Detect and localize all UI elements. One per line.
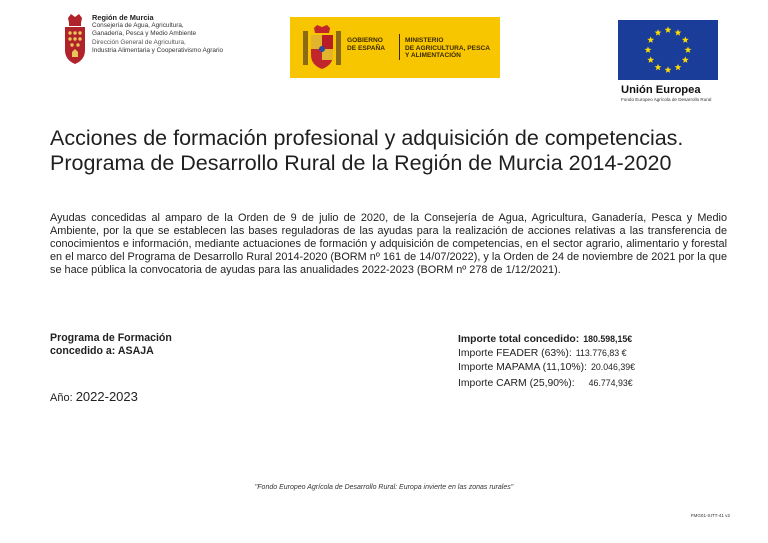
ministerio-line3: Y ALIMENTACIÓN bbox=[405, 52, 461, 60]
murcia-consejeria-line2: Ganadería, Pesca y Medio Ambiente bbox=[92, 29, 197, 37]
importe-carm-row bbox=[458, 378, 633, 389]
gobierno-line2: DE ESPAÑA bbox=[347, 44, 385, 52]
page-title bbox=[50, 126, 740, 176]
ministerio-line2: DE AGRICULTURA, PESCA bbox=[405, 44, 490, 52]
ano-label: Año: bbox=[50, 392, 73, 404]
importe-feader-row bbox=[458, 348, 626, 359]
gobierno-line1: GOBIERNO bbox=[347, 37, 383, 44]
eu-subtitle: Fondo Europeo Agrícola de Desarrollo Rural bbox=[621, 97, 712, 102]
importe-mapama-row bbox=[458, 362, 635, 373]
importe-carm-value: 46.774,93€ bbox=[588, 378, 633, 388]
eu-star-icon bbox=[655, 29, 662, 36]
eu-star-icon bbox=[675, 64, 682, 71]
title-line2: Programa de Desarrollo Rural de la Región de Murcia 2014-2020 bbox=[50, 151, 672, 175]
eu-stars bbox=[618, 20, 718, 80]
importe-carm-label: Importe CARM (25,90%): bbox=[458, 378, 575, 389]
ministerio-line1: MINISTERIO bbox=[405, 37, 444, 44]
eu-star-icon bbox=[665, 66, 672, 73]
eu-star-icon bbox=[675, 29, 682, 36]
importe-mapama-label: Importe MAPAMA (11,10%): bbox=[458, 362, 587, 373]
ano-field bbox=[50, 389, 138, 404]
importe-total-label: Importe total concedido: bbox=[458, 334, 580, 345]
eu-star-icon bbox=[645, 46, 652, 53]
importe-total-row bbox=[458, 334, 632, 345]
murcia-direccion-line2: Industria Alimentaria y Cooperativismo Agrario bbox=[92, 47, 224, 55]
gobierno-separator bbox=[399, 34, 400, 60]
footer-note: "Fondo Europeo Agrícola de Desarrollo Rural: Europa invierte en las zonas rurales" bbox=[254, 484, 514, 491]
document-code: FMG01-SITT-41 v2 bbox=[690, 513, 730, 518]
spain-coat-of-arms-icon bbox=[301, 25, 343, 71]
eu-star-icon bbox=[682, 56, 689, 63]
eu-star-icon bbox=[655, 64, 662, 71]
murcia-title: Región de Murcia bbox=[92, 13, 154, 22]
programa-line2: concedido a: ASAJA bbox=[50, 344, 154, 357]
programa-formacion bbox=[50, 332, 172, 357]
murcia-direccion-line1: Dirección General de Agricultura, bbox=[92, 39, 186, 47]
importe-total-value: 180.598,15€ bbox=[583, 334, 633, 344]
title-line1: Acciones de formación profesional y adquisición de competencias. bbox=[50, 126, 684, 150]
gobierno-espana-banner bbox=[290, 17, 500, 78]
murcia-consejeria-line1: Consejería de Agua, Agricultura, bbox=[92, 21, 184, 29]
eu-star-icon bbox=[665, 26, 672, 33]
eu-star-icon bbox=[647, 56, 654, 63]
region-murcia-logo bbox=[62, 14, 222, 74]
body-paragraph: Ayudas concedidas al amparo de la Orden de 9 de julio de 2020, de la Consejería de Agua, Agricultura, Ganadería, Pesca y Medio Ambiente, por la que se establecen las bases reguladoras de las ayudas para la realización de acciones relativas a las transferencia de conocimientos e información, mediante actuaciones de formación y adquisición de competencias, en el sector agrario, alimentario y forestal en el marco del Programa de Desarrollo Rural 2014-2020 (BORM nº 161 de 14/07/2022), y la Orden de 24 de noviembre de 2021 por la que se hace pública la convocatoria de ayudas para las anualidades 2022-2023 (BORM nº 278 de 1/12/2021). bbox=[50, 212, 727, 277]
eu-title: Unión Europea bbox=[621, 84, 701, 96]
programa-line1: Programa de Formación bbox=[50, 332, 172, 344]
ano-value: 2022-2023 bbox=[75, 389, 138, 404]
importe-feader-value: 113.776,83 € bbox=[575, 348, 627, 358]
importe-feader-label: Importe FEADER (63%): bbox=[458, 348, 572, 359]
importe-mapama-value: 20.046,39€ bbox=[590, 362, 635, 372]
eu-flag-icon bbox=[618, 20, 718, 80]
eu-star-icon bbox=[682, 36, 689, 43]
eu-star-icon bbox=[685, 46, 692, 53]
murcia-coat-of-arms-icon bbox=[62, 14, 88, 72]
eu-star-icon bbox=[647, 36, 654, 43]
